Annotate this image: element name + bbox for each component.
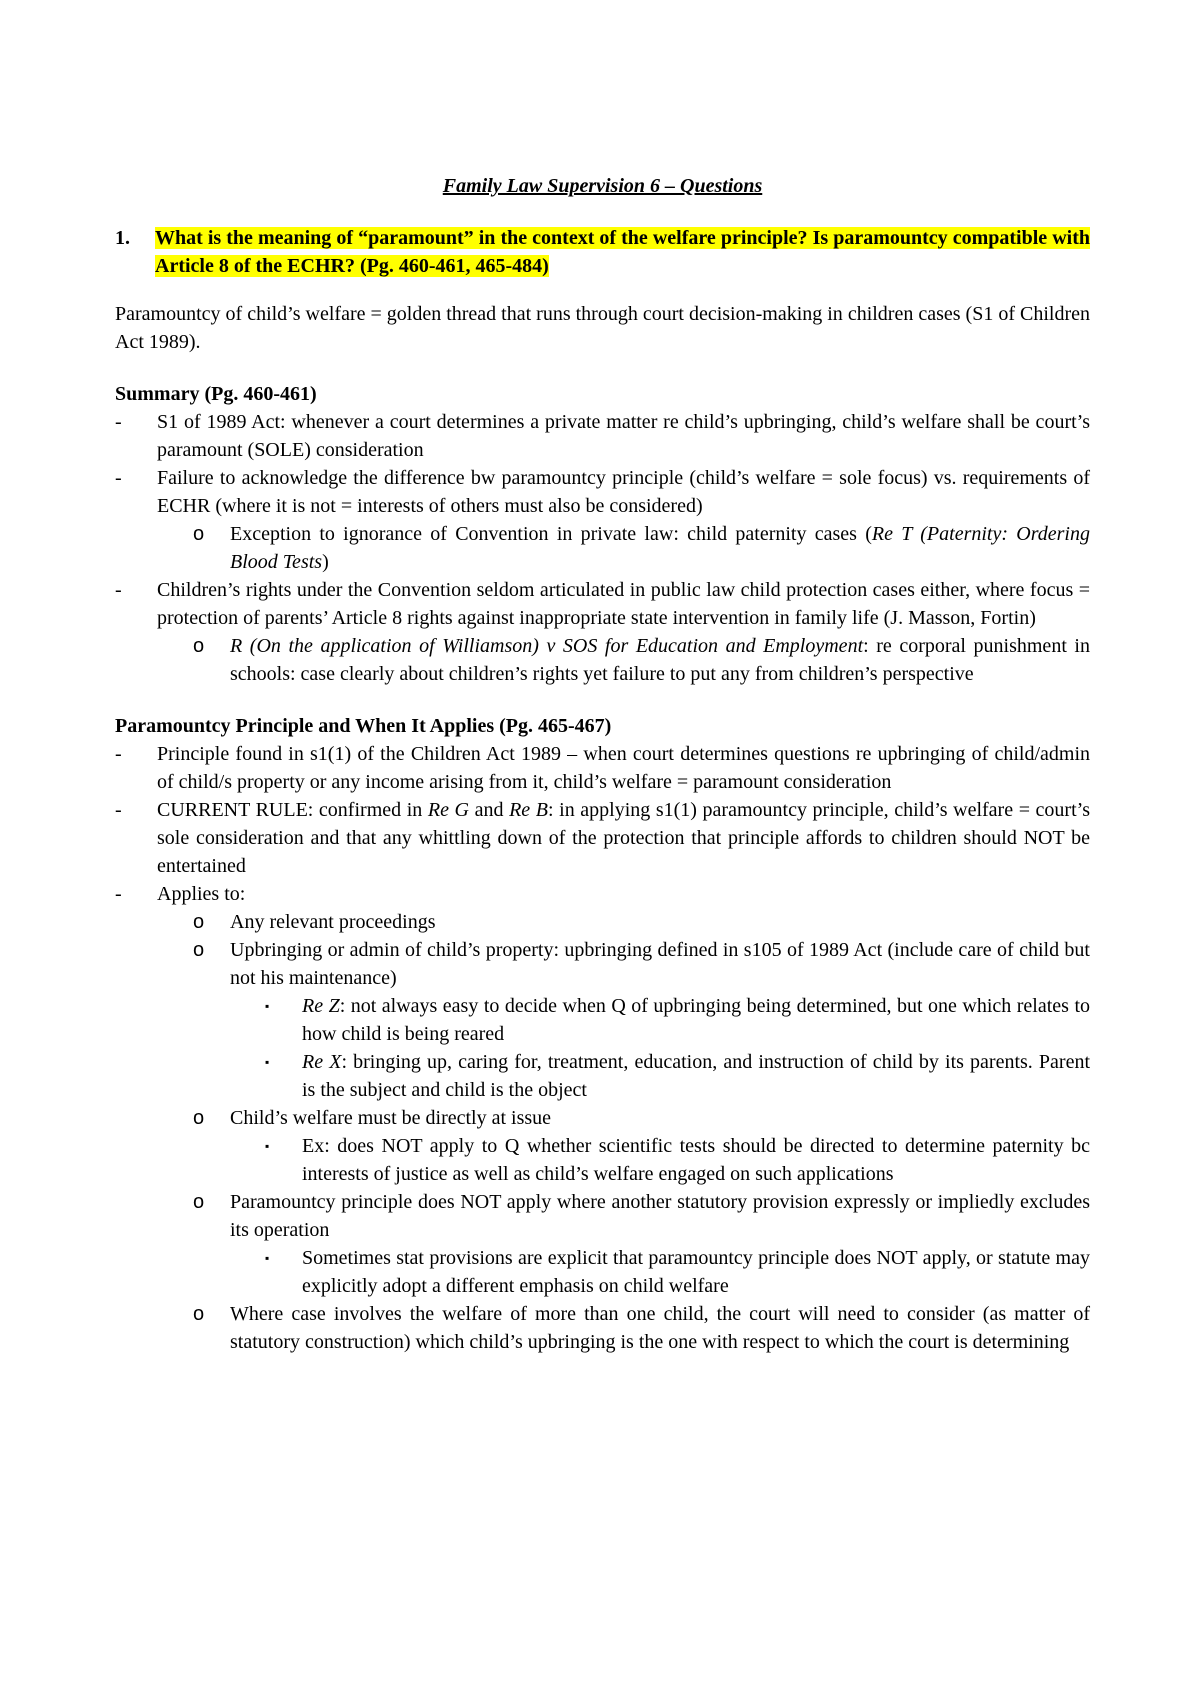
list-item xyxy=(115,880,1090,908)
list-item xyxy=(115,1188,1090,1244)
bullet-marker: o xyxy=(193,523,205,545)
list-item xyxy=(115,1132,1090,1188)
intro-paragraph: Paramountcy of child’s welfare = golden thread that runs through court decision-making in children cases (S1 of Children Act 1989). xyxy=(115,303,1090,353)
case-name: Re Z xyxy=(302,995,340,1017)
list-item xyxy=(115,908,1090,936)
section-heading: Paramountcy Principle and When It Applies (Pg. 465-467) xyxy=(115,715,612,737)
item-text: S1 of 1989 Act: whenever a court determines a private matter re child’s upbringing, child’s welfare shall be court’s paramount (SOLE) consideration xyxy=(157,411,1090,461)
case-name: Re G xyxy=(427,799,470,821)
list-item xyxy=(115,632,1090,688)
item-text: Ex: does NOT apply to Q whether scientific tests should be directed to determine paternity bc interests of justice as well as child’s welfare engaged on such applications xyxy=(302,1135,1090,1185)
item-text: and xyxy=(469,799,510,821)
list-item xyxy=(115,464,1090,520)
item-text: Child’s welfare must be directly at issue xyxy=(230,1107,552,1129)
item-text: Applies to: xyxy=(157,883,246,905)
bullet-marker: - xyxy=(115,579,122,601)
case-name: Re T (Paternity: Ordering Blood Tests xyxy=(230,523,1090,573)
item-text: Paramountcy principle does NOT apply where another statutory provision expressly or impliedly excludes its operation xyxy=(230,1191,1090,1241)
bullet-marker: ▪ xyxy=(265,999,270,1013)
list-item xyxy=(115,1300,1090,1356)
bullet-marker: o xyxy=(193,1303,205,1325)
section-1 xyxy=(115,380,1090,688)
item-text: : not always easy to decide when Q of upbringing being determined, but one which relates to how child is being reared xyxy=(302,995,1091,1045)
bullet-marker: o xyxy=(193,1191,205,1213)
item-text: : re corporal punishment in schools: case clearly about children’s rights yet failure to put any from children’s perspective xyxy=(230,635,1090,685)
bullet-marker: o xyxy=(193,635,205,657)
list-item xyxy=(115,576,1090,632)
bullet-marker: o xyxy=(193,1107,205,1129)
list-item xyxy=(115,992,1090,1048)
list-item xyxy=(115,936,1090,992)
bullet-marker: - xyxy=(115,411,122,433)
sections-container xyxy=(115,380,1090,1356)
section-2 xyxy=(115,712,1090,1356)
list-item xyxy=(115,408,1090,464)
item-text: : bringing up, caring for, treatment, education, and instruction of child by its parents. Parent is the subject and child is the object xyxy=(302,1051,1091,1101)
bullet-marker: o xyxy=(193,911,205,933)
item-text: Failure to acknowledge the difference bw paramountcy principle (child’s welfare = sole focus) vs. requirements of ECHR (where it is not = interests of others must also be considered) xyxy=(157,467,1090,517)
bullet-marker: - xyxy=(115,467,122,489)
item-text: : in applying s1(1) paramountcy principle, child’s welfare = court’s sole consideration and that any whittling down of the protection that principle affords to children should NOT be entertained xyxy=(157,799,1090,877)
list-item xyxy=(115,740,1090,796)
item-text: Upbringing or admin of child’s property: upbringing defined in s105 of 1989 Act (include care of child but not his maintenance) xyxy=(230,939,1090,989)
bullet-marker: o xyxy=(193,939,205,961)
question-text-highlighted: What is the meaning of “paramount” in the context of the welfare principle? Is paramountcy compatible with Article 8 of the ECHR? (Pg. 460-461, 465-484) xyxy=(155,227,1090,277)
bullet-marker: - xyxy=(115,799,122,821)
list-item xyxy=(115,520,1090,576)
item-text: Where case involves the welfare of more than one child, the court will need to consider (as matter of statutory construction) which child’s upbringing is the one with respect to which the court is determining xyxy=(230,1303,1090,1353)
document-title: Family Law Supervision 6 – Questions xyxy=(442,175,763,197)
list-item xyxy=(115,796,1090,880)
item-text: ) xyxy=(322,551,329,573)
case-name: Re X xyxy=(302,1051,342,1073)
question-number: 1. xyxy=(115,227,130,249)
item-text: CURRENT RULE: confirmed in xyxy=(157,799,428,821)
list-item xyxy=(115,1104,1090,1132)
case-name: Re B xyxy=(509,799,548,821)
item-text: Children’s rights under the Convention seldom articulated in public law child protection cases either, where focus = protection of parents’ Article 8 rights against inappropriate state intervention in family life (J. Masson, Fortin) xyxy=(157,579,1090,629)
list-item xyxy=(115,1244,1090,1300)
bullet-marker: - xyxy=(115,883,122,905)
item-text: Sometimes stat provisions are explicit that paramountcy principle does NOT apply, or statute may explicitly adopt a different emphasis on child welfare xyxy=(302,1247,1090,1297)
item-text: Principle found in s1(1) of the Children Act 1989 – when court determines questions re upbringing of child/admin of child/s property or any income arising from it, child’s welfare = paramount consideration xyxy=(157,743,1090,793)
bullet-marker: ▪ xyxy=(265,1055,270,1069)
section-heading: Summary (Pg. 460-461) xyxy=(115,383,317,405)
document-body xyxy=(115,172,1090,1380)
item-text: Exception to ignorance of Convention in private law: child paternity cases ( xyxy=(230,523,872,545)
item-text: Any relevant proceedings xyxy=(230,911,436,933)
case-name: R (On the application of Williamson) v SOS for Education and Employment xyxy=(230,635,864,657)
question-1 xyxy=(115,224,1090,280)
bullet-marker: ▪ xyxy=(265,1251,270,1265)
list-item xyxy=(115,1048,1090,1104)
bullet-marker: - xyxy=(115,743,122,765)
bullet-marker: ▪ xyxy=(265,1139,270,1153)
